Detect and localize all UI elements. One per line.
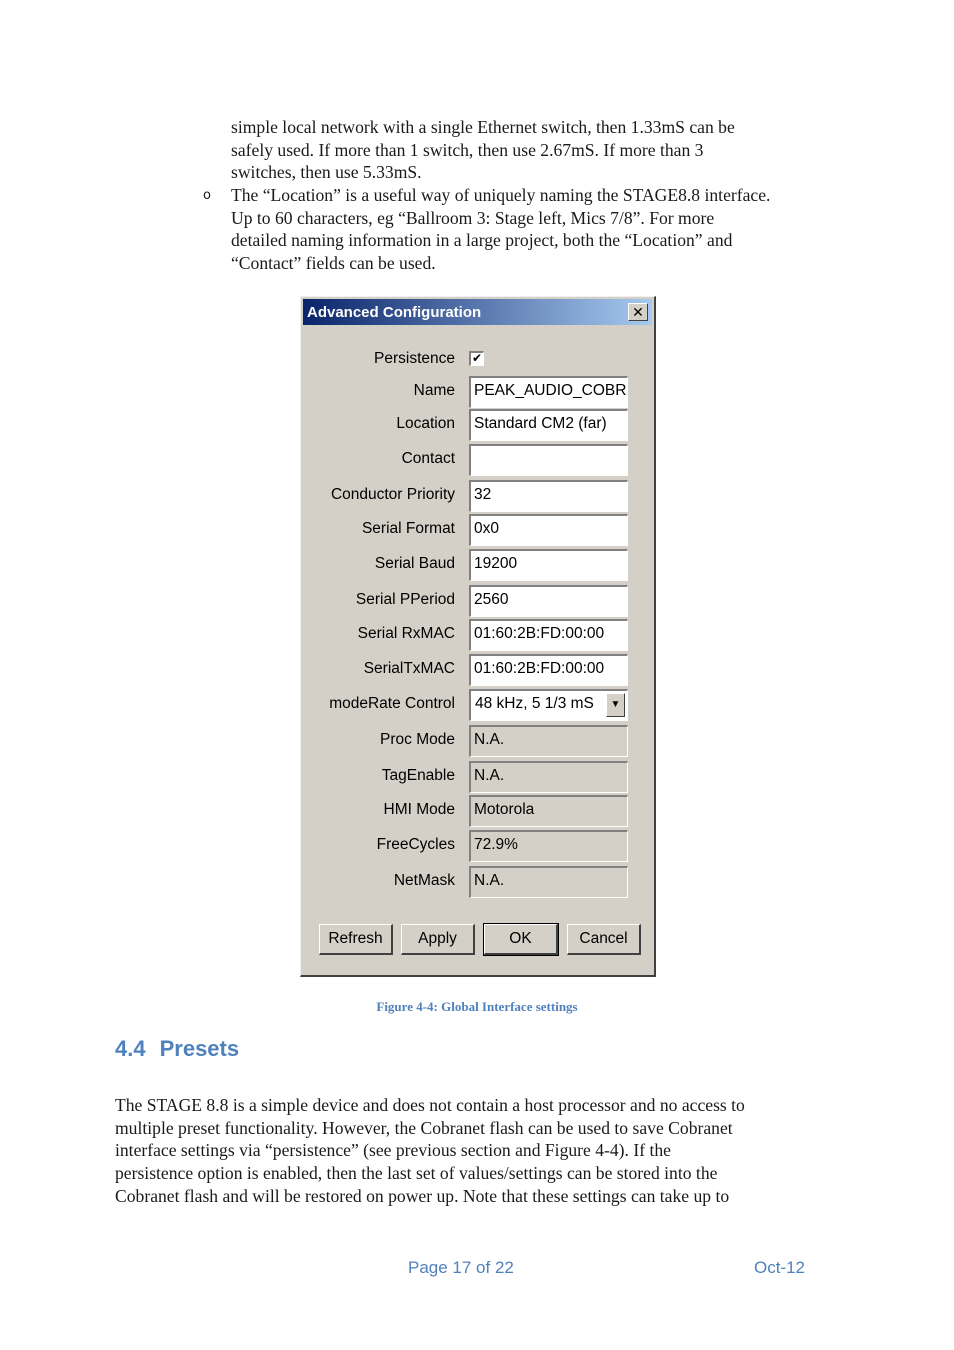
chevron-down-icon[interactable]: ▼ bbox=[606, 693, 625, 717]
location-input[interactable]: Standard CM2 (far) bbox=[469, 409, 628, 441]
field-label: Contact bbox=[401, 450, 455, 467]
row-conductor-priority bbox=[301, 480, 654, 512]
field-label: Serial RxMAC bbox=[357, 625, 455, 642]
intro-line: switches, then use 5.33mS. bbox=[231, 162, 422, 183]
section-title: Presets bbox=[159, 1036, 240, 1061]
intro-paragraph bbox=[231, 116, 735, 184]
row-serial-baud bbox=[301, 549, 654, 581]
body-line: persistence option is enabled, then the last set of values/settings can be stored into the bbox=[115, 1163, 718, 1184]
bullet-line: Up to 60 characters, eg “Ballroom 3: Stage left, Mics 7/8”. For more bbox=[231, 207, 715, 228]
bullet-line: The “Location” is a useful way of uniquely naming the STAGE8.8 interface. bbox=[231, 185, 771, 205]
bullet-line: “Contact” fields can be used. bbox=[231, 253, 436, 274]
proc-mode-field: N.A. bbox=[469, 725, 628, 757]
row-hmi-mode bbox=[301, 795, 654, 827]
field-label: Name bbox=[413, 382, 455, 399]
row-free-cycles bbox=[301, 830, 654, 862]
row-proc-mode bbox=[301, 725, 654, 757]
cancel-button[interactable]: Cancel bbox=[567, 924, 641, 955]
netmask-field: N.A. bbox=[469, 866, 628, 898]
section-number: 4.4 bbox=[115, 1036, 146, 1061]
field-label: NetMask bbox=[393, 872, 455, 889]
persistence-checkbox[interactable]: ✔ bbox=[469, 351, 484, 366]
body-line: interface settings via “persistence” (see previous section and Figure 4-4). If the bbox=[115, 1140, 671, 1161]
field-label: Serial Format bbox=[361, 520, 455, 537]
field-label: Conductor Priority bbox=[330, 486, 455, 503]
body-paragraph bbox=[115, 1094, 745, 1208]
close-button[interactable]: ✕ bbox=[628, 303, 648, 321]
row-name bbox=[301, 376, 654, 408]
figure-caption: Figure 4-4: Global Interface settings bbox=[376, 999, 578, 1014]
field-label: FreeCycles bbox=[376, 836, 455, 853]
row-serial-txmac bbox=[301, 654, 654, 686]
row-serial-rxmac bbox=[301, 619, 654, 651]
intro-line: safely used. If more than 1 switch, then use 2.67mS. If more than 3 bbox=[231, 139, 704, 160]
row-serial-pperiod bbox=[301, 585, 654, 617]
body-line: multiple preset functionality. However, the Cobranet flash can be used to save Cobranet bbox=[115, 1117, 733, 1138]
hmi-mode-field: Motorola bbox=[469, 795, 628, 827]
row-persistence bbox=[301, 346, 654, 378]
persistence-label: Persistence bbox=[374, 350, 455, 367]
section-heading bbox=[115, 1036, 239, 1062]
name-input[interactable]: PEAK_AUDIO_COBR bbox=[469, 376, 628, 408]
row-contact bbox=[301, 444, 654, 476]
row-netmask bbox=[301, 866, 654, 898]
row-tag-enable bbox=[301, 761, 654, 793]
ok-button[interactable]: OK bbox=[484, 924, 558, 955]
tag-enable-field: N.A. bbox=[469, 761, 628, 793]
field-label: HMI Mode bbox=[383, 801, 455, 818]
moderate-control-value: 48 kHz, 5 1/3 mS bbox=[475, 695, 594, 712]
field-label: Location bbox=[396, 415, 455, 432]
serial-baud-input[interactable]: 19200 bbox=[469, 549, 628, 581]
contact-input[interactable] bbox=[469, 444, 628, 476]
field-label: Serial Baud bbox=[374, 555, 455, 572]
footer-date: Oct-12 bbox=[754, 1258, 806, 1277]
dialog-titlebar[interactable] bbox=[303, 299, 652, 325]
body-line: The STAGE 8.8 is a simple device and does not contain a host processor and no access to bbox=[115, 1095, 745, 1115]
free-cycles-field: 72.9% bbox=[469, 830, 628, 862]
field-label: Serial PPeriod bbox=[355, 591, 455, 608]
moderate-control-select[interactable] bbox=[469, 689, 628, 721]
row-location bbox=[301, 409, 654, 441]
bullet-paragraph bbox=[231, 184, 770, 275]
apply-button[interactable]: Apply bbox=[401, 924, 475, 955]
conductor-priority-input[interactable]: 32 bbox=[469, 480, 628, 512]
row-serial-format bbox=[301, 514, 654, 546]
field-label: TagEnable bbox=[381, 767, 455, 784]
serial-format-input[interactable]: 0x0 bbox=[469, 514, 628, 546]
serial-txmac-input[interactable]: 01:60:2B:FD:00:00 bbox=[469, 654, 628, 686]
serial-rxmac-input[interactable]: 01:60:2B:FD:00:00 bbox=[469, 619, 628, 651]
field-label: modeRate Control bbox=[329, 695, 455, 712]
refresh-button[interactable]: Refresh bbox=[319, 924, 393, 955]
body-line: Cobranet flash and will be restored on power up. Note that these settings can take up to bbox=[115, 1185, 730, 1206]
page-number: Page 17 of 22 bbox=[408, 1258, 514, 1277]
intro-line: simple local network with a single Ethernet switch, then 1.33mS can be bbox=[231, 117, 735, 137]
field-label: SerialTxMAC bbox=[363, 660, 455, 677]
serial-pperiod-input[interactable]: 2560 bbox=[469, 585, 628, 617]
advanced-configuration-dialog bbox=[300, 296, 656, 977]
field-label: Proc Mode bbox=[380, 731, 455, 748]
bullet-marker: o bbox=[203, 188, 211, 203]
dialog-title: Advanced Configuration bbox=[307, 304, 482, 321]
row-moderate-control bbox=[301, 689, 654, 721]
bullet-line: detailed naming information in a large project, both the “Location” and bbox=[231, 230, 733, 251]
